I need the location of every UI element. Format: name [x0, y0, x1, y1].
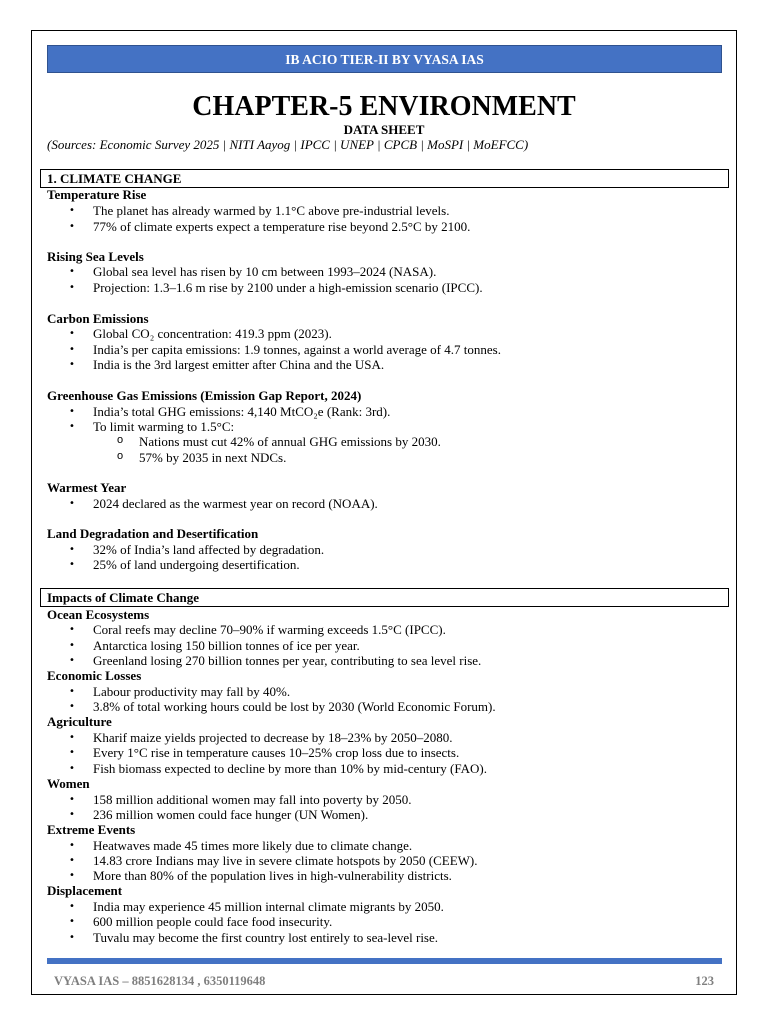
- heading-ghg-emissions: Greenhouse Gas Emissions (Emission Gap Report, 2024): [47, 388, 362, 403]
- list-item: • 25% of land undergoing desertification.: [93, 557, 300, 572]
- heading-extreme-events: Extreme Events: [47, 822, 136, 837]
- heading-ocean-ecosystems: Ocean Ecosystems: [47, 607, 150, 622]
- list-item: • 158 million additional women may fall into poverty by 2050.: [93, 792, 411, 807]
- list-item: • 32% of India’s land affected by degradation.: [93, 542, 324, 557]
- list-item: • India’s total GHG emissions: 4,140 MtCO₂e (Rank: 3rd).: [93, 404, 390, 419]
- list-item: • India may experience 45 million internal climate migrants by 2050.: [93, 899, 444, 914]
- list-item: • Fish biomass expected to decline by more than 10% by mid-century (FAO).: [93, 761, 487, 776]
- header-banner: IB ACIO TIER-II BY VYASA IAS: [47, 45, 722, 73]
- chapter-title: CHAPTER-5 ENVIRONMENT: [192, 91, 576, 122]
- heading-agriculture: Agriculture: [47, 714, 112, 729]
- list-item: • India’s per capita emissions: 1.9 tonnes, against a world average of 4.7 tonnes.: [93, 342, 501, 357]
- list-item: • 236 million women could face hunger (UN Women).: [93, 807, 368, 822]
- list-item: • Global CO₂ concentration: 419.3 ppm (2023).: [93, 326, 332, 341]
- list-item: • 3.8% of total working hours could be lost by 2030 (World Economic Forum).: [93, 699, 496, 714]
- list-item: • To limit warming to 1.5°C:: [93, 419, 234, 434]
- list-item: • More than 80% of the population lives in high-vulnerability districts.: [93, 868, 452, 883]
- list-item: • India is the 3rd largest emitter after China and the USA.: [93, 357, 384, 372]
- list-item: • Labour productivity may fall by 40%.: [93, 684, 290, 699]
- sub-list-item: o Nations must cut 42% of annual GHG emissions by 2030.: [139, 434, 441, 449]
- heading-temperature-rise: Temperature Rise: [47, 187, 147, 202]
- list-item: • Projection: 1.3–1.6 m rise by 2100 under a high-emission scenario (IPCC).: [93, 280, 483, 295]
- list-item: • Tuvalu may become the first country lost entirely to sea-level rise.: [93, 930, 438, 945]
- footer-divider: [47, 958, 722, 964]
- heading-economic-losses: Economic Losses: [47, 668, 142, 683]
- list-item: • 77% of climate experts expect a temperature rise beyond 2.5°C by 2100.: [93, 219, 470, 234]
- section-climate-change-title: 1. CLIMATE CHANGE: [40, 169, 729, 188]
- heading-warmest-year: Warmest Year: [47, 480, 127, 495]
- list-item: • Global sea level has risen by 10 cm between 1993–2024 (NASA).: [93, 264, 436, 279]
- list-item: • Heatwaves made 45 times more likely due to climate change.: [93, 838, 412, 853]
- footer-contact: VYASA IAS – 8851628134 , 6350119648: [54, 974, 266, 988]
- sub-list-item: o 57% by 2035 in next NDCs.: [139, 450, 286, 465]
- list-item: • Greenland losing 270 billion tonnes per year, contributing to sea level rise.: [93, 653, 481, 668]
- sources-line: (Sources: Economic Survey 2025 | NITI Aayog | IPCC | UNEP | CPCB | MoSPI | MoEFCC): [47, 137, 529, 152]
- list-item: • 2024 declared as the warmest year on record (NOAA).: [93, 496, 378, 511]
- list-item: • Kharif maize yields projected to decrease by 18–23% by 2050–2080.: [93, 730, 453, 745]
- section-impacts-title: Impacts of Climate Change: [40, 588, 729, 607]
- list-item: • Antarctica losing 150 billion tonnes of ice per year.: [93, 638, 360, 653]
- heading-rising-sea-levels: Rising Sea Levels: [47, 249, 144, 264]
- heading-women: Women: [47, 776, 90, 791]
- list-item: • Every 1°C rise in temperature causes 10–25% crop loss due to insects.: [93, 745, 459, 760]
- list-item: • The planet has already warmed by 1.1°C above pre-industrial levels.: [93, 203, 449, 218]
- list-item: • 14.83 crore Indians may live in severe climate hotspots by 2050 (CEEW).: [93, 853, 477, 868]
- page-number: 123: [695, 974, 714, 988]
- heading-land-degradation: Land Degradation and Desertification: [47, 526, 259, 541]
- list-item: • Coral reefs may decline 70–90% if warming exceeds 1.5°C (IPCC).: [93, 622, 446, 637]
- heading-carbon-emissions: Carbon Emissions: [47, 311, 149, 326]
- heading-displacement: Displacement: [47, 883, 123, 898]
- list-item: • 600 million people could face food insecurity.: [93, 914, 332, 929]
- data-sheet-subtitle: DATA SHEET: [343, 122, 425, 137]
